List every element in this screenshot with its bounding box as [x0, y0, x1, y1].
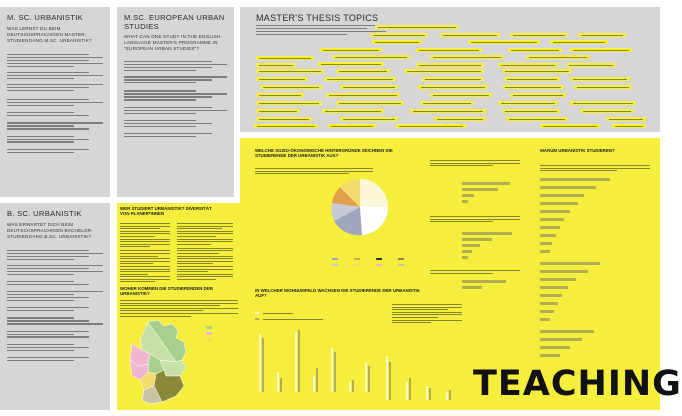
msc-title: M. SC. URBANISTIK [7, 13, 83, 22]
background-pie-chart [330, 177, 390, 237]
bsc-text-block [7, 250, 103, 361]
msc-urbanistik-panel [0, 7, 110, 197]
bsc-subtitle: WAS ERWARTET DICH BEIM DEUTSCHSPRACHIGEN BACHELOR- STUDIENGANG B.SC. URBANISTIK? [7, 221, 94, 239]
european-subtitle: WHAT CAN ONE STUDY IN THE ENGLISH-LANGUAGE MASTER'S PROGRAMME IN "EUROPEAN URBAN STUDIES"? [124, 34, 223, 52]
european-text-block [124, 61, 227, 137]
msc-subtitle: WAS LERNST DU BEIM DEUTSCHSPRACHIGEN MASTER- STUDIENGANG M.SC. URBANISTIK? [7, 25, 92, 43]
residence-chart [255, 312, 375, 402]
woher-text [120, 300, 238, 318]
thesis-intro-text [256, 25, 386, 35]
hintergrund-heading: WELCHE SOZIO-ÖKONOMISCHE HINTERGRÜNDE ZEICHNEN DIE STUDIERENDE DER URBANISTIK AUS? [255, 148, 393, 159]
european-title: M.SC. EUROPEAN URBAN STUDIES [124, 13, 225, 31]
teaching-label: TEACHING [473, 364, 682, 404]
residence-bars-right [380, 340, 470, 400]
map-legend [206, 326, 212, 344]
msc-text-block [7, 54, 103, 153]
residence-text [392, 304, 462, 325]
employment-text [430, 270, 520, 275]
warum-heading: WARUM URBANISTIK STUDIEREN? [540, 148, 615, 153]
income-text [430, 160, 520, 168]
european-urban-studies-panel [117, 7, 234, 197]
bsc-title: B. SC. URBANISTIK [7, 209, 82, 218]
bsc-urbanistik-panel [0, 203, 110, 410]
wohnumfeld-heading: IN WELCHER WOHNUMFELD WACHSEN DIE STUDIERENDE DER URBANISTIK AUF? [255, 288, 420, 299]
wer-studiert-heading: WER STUDIERT URBANISTIK? DIVERSITÄT VON PLANER*INNEN [120, 206, 212, 217]
thesis-title: MASTER'S THESIS TOPICS [256, 13, 379, 23]
wer-text-right [177, 223, 233, 281]
hintergrund-text [255, 168, 373, 176]
germany-origin-map [126, 320, 196, 406]
education-text [430, 216, 520, 224]
warum-text [540, 165, 650, 173]
wer-text-left [120, 223, 170, 284]
woher-heading: WOHER KOMMEN DIE STUDIERENDEN DER URBANISTIK? [120, 286, 213, 297]
thesis-topics-panel [240, 7, 660, 132]
